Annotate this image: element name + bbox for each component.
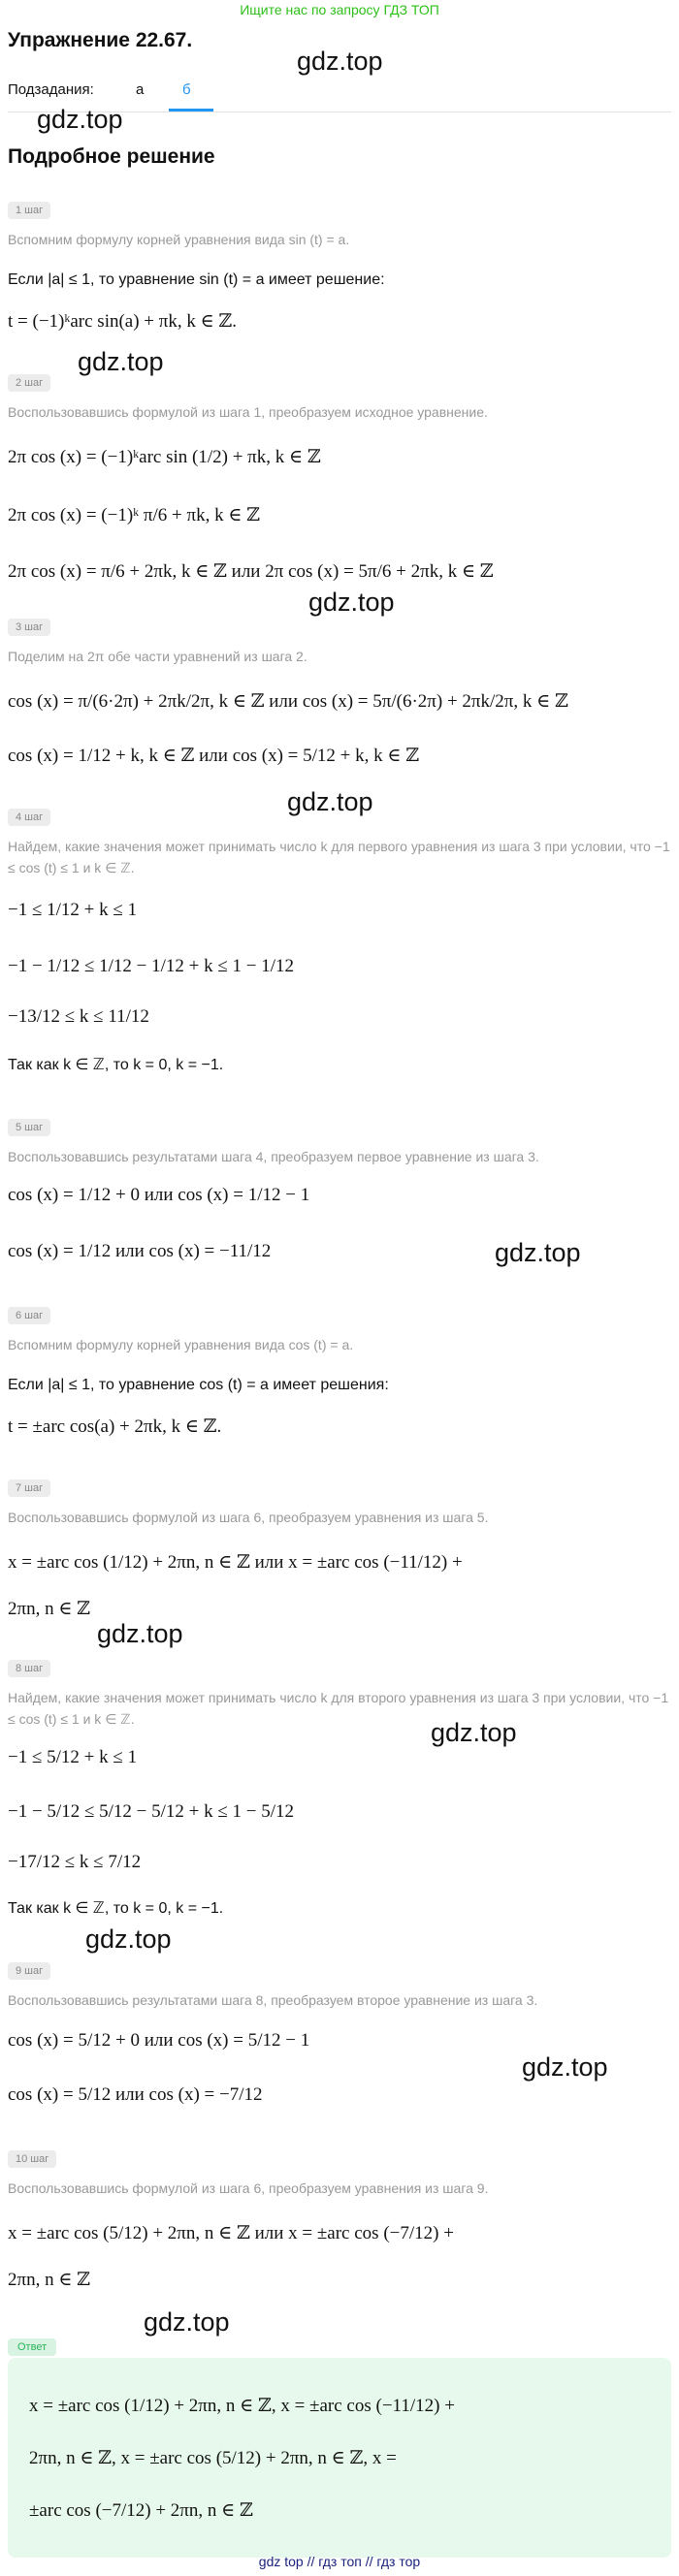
step-badge: 3 шаг [8,619,50,636]
formula: 2π cos (x) = (−1)ᵏarc sin (1/2) + πk, k ∈ ℤ [8,447,321,467]
watermark: gdz.top [287,787,373,816]
formula: 2π cos (x) = π/6 + 2πk, k ∈ ℤ или 2π cos (x) = 5π/6 + 2πk, k ∈ ℤ [8,561,494,582]
formula: cos (x) = 1/12 или cos (x) = −11/12 [8,1241,272,1261]
formula: cos (x) = 1/12 + k, k ∈ ℤ или cos (x) = 5/12 + k, k ∈ ℤ [8,746,420,766]
formula: −1 ≤ 5/12 + k ≤ 1 [8,1747,138,1767]
step-description: Воспользовавшись результатами шага 8, преобразуем второе уравнение из шага 3. [8,1992,538,2008]
watermark: gdz.top [308,588,395,617]
formula: 2πn, n ∈ ℤ [8,2270,91,2290]
answer-formula: x = ±arc cos (1/12) + 2πn, n ∈ ℤ, x = ±arc cos (−11/12) + [29,2396,455,2416]
answer-badge: Ответ [8,2338,56,2356]
formula: 2πn, n ∈ ℤ [8,1599,91,1619]
formula: cos (x) = 5/12 или cos (x) = −7/12 [8,2084,263,2105]
step-description: Найдем, какие значения может принимать число k для первого уравнения из шага 3 при условии, что −1 ≤ cos (t) ≤ 1 и k ∈ ℤ. [8,839,670,875]
step-badge: 4 шаг [8,809,50,826]
step-description: Вспомним формулу корней уравнения вида cos (t) = a. [8,1337,354,1352]
step-text: Если |a| ≤ 1, то уравнение cos (t) = a имеет решения: [8,1377,389,1393]
formula: x = ±arc cos (5/12) + 2πn, n ∈ ℤ или x = ±arc cos (−7/12) + [8,2223,454,2243]
step-badge: 7 шаг [8,1479,50,1497]
subtask-tab-b[interactable]: б [182,81,191,98]
step-badge: 6 шаг [8,1307,50,1324]
formula: x = ±arc cos (1/12) + 2πn, n ∈ ℤ или x = ±arc cos (−11/12) + [8,1552,463,1573]
step-badge: 8 шаг [8,1660,50,1677]
formula: cos (x) = π/(6·2π) + 2πk/2π, k ∈ ℤ или cos (x) = 5π/(6·2π) + 2πk/2π, k ∈ ℤ [8,691,568,712]
formula: t = (−1)ᵏarc sin(a) + πk, k ∈ ℤ. [8,311,238,332]
watermark: gdz.top [78,347,164,376]
footer-links[interactable]: gdz top // гдз топ // гдз тор [258,2554,421,2569]
formula: −1 − 5/12 ≤ 5/12 − 5/12 + k ≤ 1 − 5/12 [8,1801,295,1822]
step-badge: 5 шаг [8,1119,50,1136]
subtasks-label: Подзадания: [8,81,94,98]
watermark: gdz.top [431,1718,517,1747]
step-description: Воспользовавшись формулой из шага 6, преобразуем уравнения из шага 9. [8,2180,489,2196]
formula: t = ±arc cos(a) + 2πk, k ∈ ℤ. [8,1416,222,1437]
formula: −13/12 ≤ k ≤ 11/12 [8,1006,149,1027]
step-text: Так как k ∈ ℤ, то k = 0, k = −1. [8,1057,224,1073]
step-badge: 1 шаг [8,202,50,219]
step-description: Воспользовавшись формулой из шага 6, преобразуем уравнения из шага 5. [8,1510,489,1525]
watermark: gdz.top [85,1924,172,1954]
step-badge: 9 шаг [8,1962,50,1980]
step-badge: 2 шаг [8,374,50,392]
step-description: Воспользовавшись результатами шага 4, преобразуем первое уравнение из шага 3. [8,1149,539,1164]
step-description: Воспользовавшись формулой из шага 1, преобразуем исходное уравнение. [8,404,488,420]
formula: −17/12 ≤ k ≤ 7/12 [8,1852,142,1872]
formula: −1 − 1/12 ≤ 1/12 − 1/12 + k ≤ 1 − 1/12 [8,956,295,976]
answer-formula: 2πn, n ∈ ℤ, x = ±arc cos (5/12) + 2πn, n ∈ ℤ, x = [29,2448,397,2468]
watermark: gdz.top [495,1238,581,1267]
page-title: Упражнение 22.67. [8,29,193,51]
watermark: gdz.top [297,47,383,76]
watermark: gdz.top [144,2307,230,2337]
answer-formula: ±arc cos (−7/12) + 2πn, n ∈ ℤ [29,2500,253,2521]
watermark: gdz.top [522,2052,608,2082]
formula: 2π cos (x) = (−1)ᵏ π/6 + πk, k ∈ ℤ [8,505,261,525]
step-text: Так как k ∈ ℤ, то k = 0, k = −1. [8,1900,224,1917]
step-description: Поделим на 2π обе части уравнений из шага 2. [8,649,307,664]
subtask-tab-a[interactable]: а [136,81,145,98]
step-description: Вспомним формулу корней уравнения вида sin (t) = a. [8,232,350,247]
formula: cos (x) = 1/12 + 0 или cos (x) = 1/12 − 1 [8,1185,310,1205]
formula: −1 ≤ 1/12 + k ≤ 1 [8,900,138,920]
step-badge: 10 шаг [8,2150,56,2168]
section-title: Подробное решение [8,145,215,168]
watermark: gdz.top [97,1619,183,1648]
formula: cos (x) = 5/12 + 0 или cos (x) = 5/12 − 1 [8,2030,310,2051]
top-banner[interactable]: Ищите нас по запросу ГДЗ ТОП [240,2,439,17]
step-text: Если |a| ≤ 1, то уравнение sin (t) = a имеет решение: [8,271,385,288]
step-description: Найдем, какие значения может принимать число k для второго уравнения из шага 3 при условии, что −1 ≤ cos (t) ≤ 1 и k ∈ ℤ. [8,1690,669,1727]
watermark: gdz.top [37,105,123,134]
